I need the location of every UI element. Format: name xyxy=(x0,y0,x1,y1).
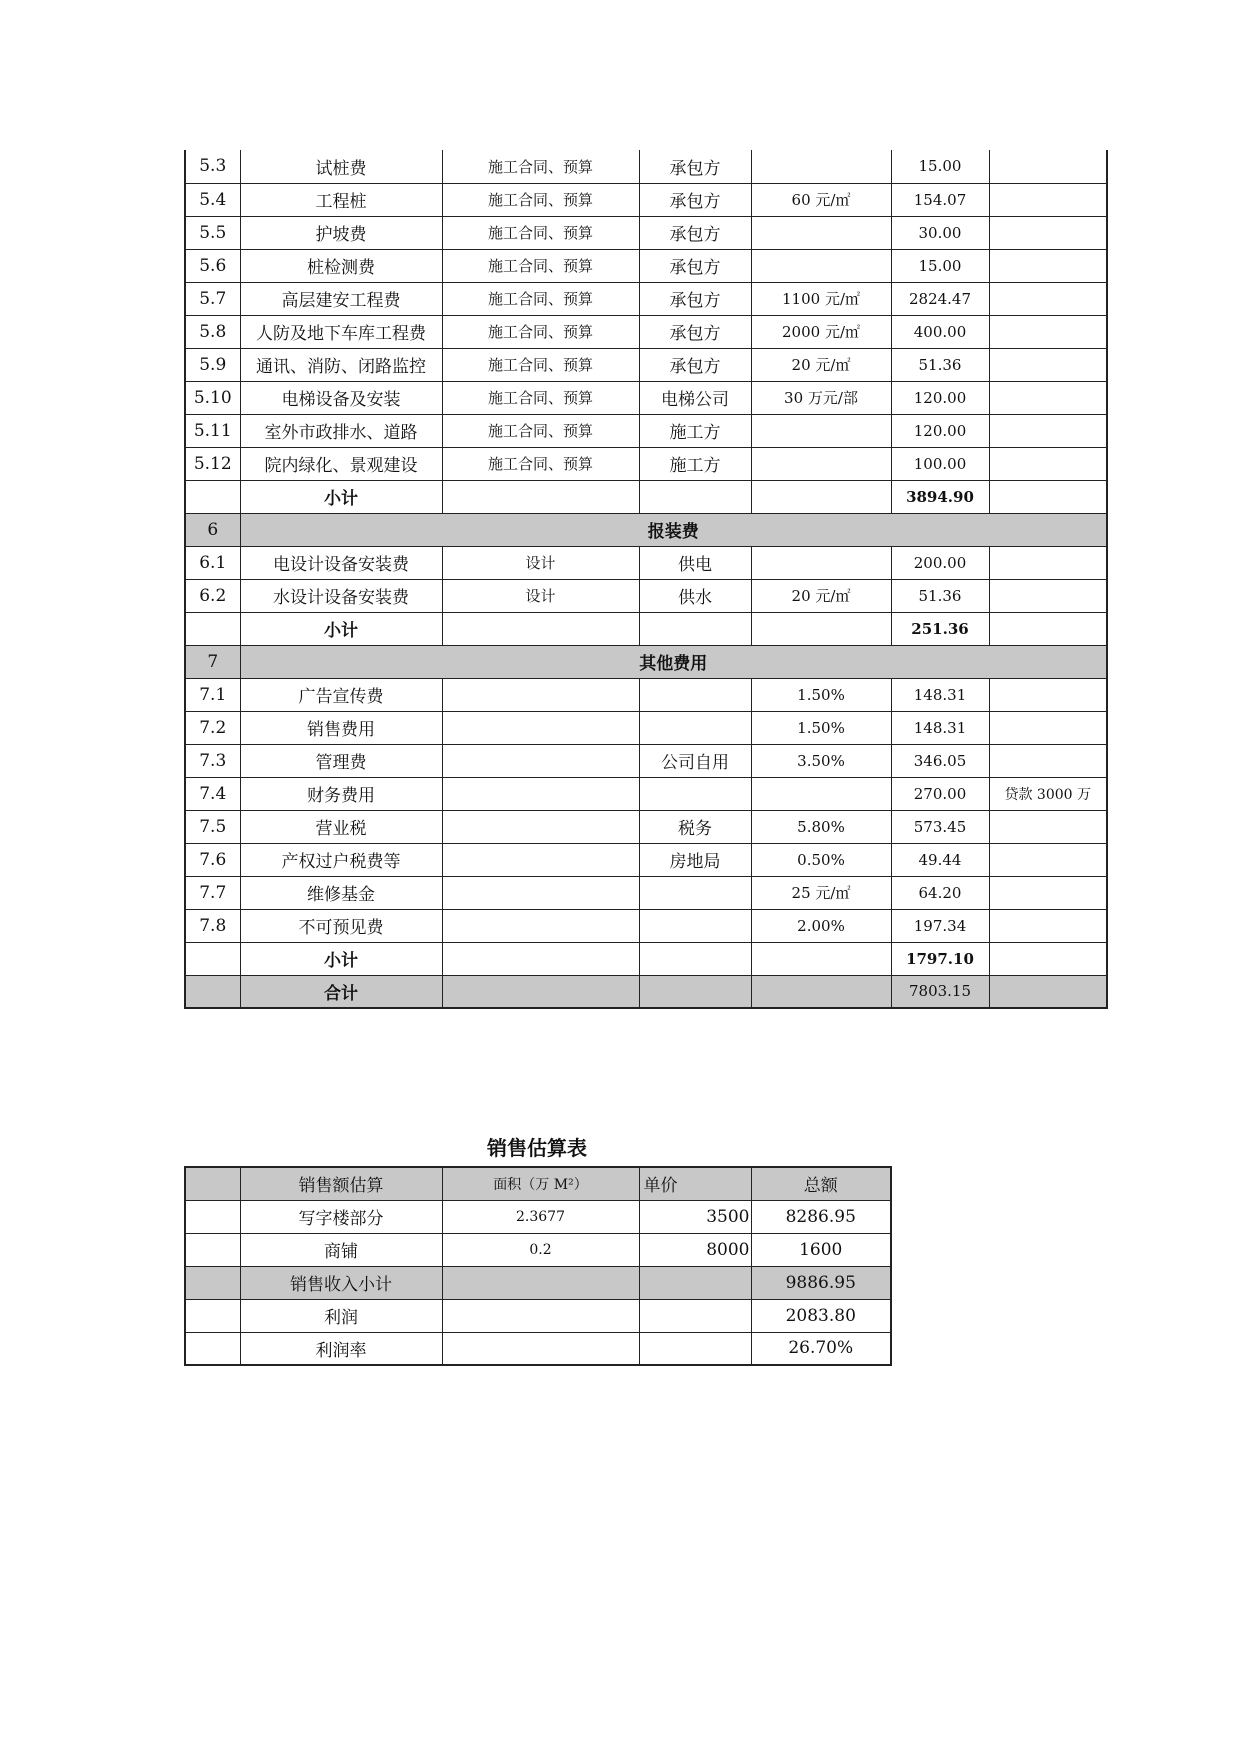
item-amount: 346.05 xyxy=(891,744,989,777)
blank-cell xyxy=(442,1332,639,1365)
item-amount: 2824.47 xyxy=(891,282,989,315)
subtotal-amount: 251.36 xyxy=(891,612,989,645)
item-name: 产权过户税费等 xyxy=(240,843,442,876)
item-name: 管理费 xyxy=(240,744,442,777)
item-amount: 197.34 xyxy=(891,909,989,942)
item-payee: 税务 xyxy=(639,810,751,843)
blank-cell xyxy=(989,612,1107,645)
item-rate xyxy=(751,150,891,183)
subtotal-label: 合计 xyxy=(240,975,442,1008)
profit-margin-total: 26.70% xyxy=(751,1332,891,1365)
blank-cell xyxy=(185,480,240,513)
item-rate: 20 元/㎡ xyxy=(751,348,891,381)
item-payee: 承包方 xyxy=(639,249,751,282)
blank-cell xyxy=(185,1332,240,1365)
profit-row xyxy=(185,1299,891,1332)
sales-item-area: 0.2 xyxy=(442,1233,639,1266)
item-note xyxy=(989,315,1107,348)
blank-cell xyxy=(185,975,240,1008)
subtotal-row xyxy=(185,975,1107,1008)
item-rate: 20 元/㎡ xyxy=(751,579,891,612)
item-note xyxy=(989,414,1107,447)
item-payee: 承包方 xyxy=(639,150,751,183)
item-payee xyxy=(639,909,751,942)
sales-subtotal-row xyxy=(185,1266,891,1299)
item-basis xyxy=(442,678,639,711)
item-name: 桩检测费 xyxy=(240,249,442,282)
cost-row xyxy=(185,150,1107,183)
item-amount: 100.00 xyxy=(891,447,989,480)
row-number: 7.3 xyxy=(185,744,240,777)
row-number: 7.1 xyxy=(185,678,240,711)
cost-row xyxy=(185,744,1107,777)
blank-cell xyxy=(185,612,240,645)
item-basis: 施工合同、预算 xyxy=(442,315,639,348)
item-amount: 64.20 xyxy=(891,876,989,909)
row-number: 5.5 xyxy=(185,216,240,249)
item-name: 院内绿化、景观建设 xyxy=(240,447,442,480)
profit-margin-label: 利润率 xyxy=(240,1332,442,1365)
sales-row xyxy=(185,1200,891,1233)
row-number: 5.12 xyxy=(185,447,240,480)
item-rate: 2.00% xyxy=(751,909,891,942)
sales-table-title: 销售估算表 xyxy=(487,1136,587,1160)
row-number: 7.8 xyxy=(185,909,240,942)
item-payee: 房地局 xyxy=(639,843,751,876)
item-rate: 2000 元/㎡ xyxy=(751,315,891,348)
item-rate: 0.50% xyxy=(751,843,891,876)
sales-row xyxy=(185,1233,891,1266)
sales-item-name: 写字楼部分 xyxy=(240,1200,442,1233)
blank-cell xyxy=(185,1266,240,1299)
subtotal-row xyxy=(185,942,1107,975)
item-amount: 200.00 xyxy=(891,546,989,579)
subtotal-label: 小计 xyxy=(240,480,442,513)
item-amount: 573.45 xyxy=(891,810,989,843)
item-name: 工程桩 xyxy=(240,183,442,216)
blank-cell xyxy=(639,1332,751,1365)
item-name: 通讯、消防、闭路监控 xyxy=(240,348,442,381)
row-number: 6.2 xyxy=(185,579,240,612)
cost-row xyxy=(185,678,1107,711)
item-name: 试桩费 xyxy=(240,150,442,183)
item-basis: 施工合同、预算 xyxy=(442,183,639,216)
cost-row xyxy=(185,843,1107,876)
blank-cell xyxy=(442,975,639,1008)
subtotal-row xyxy=(185,612,1107,645)
item-note xyxy=(989,876,1107,909)
item-rate: 1.50% xyxy=(751,678,891,711)
item-basis: 施工合同、预算 xyxy=(442,414,639,447)
item-note: 贷款 3000 万 xyxy=(989,777,1107,810)
row-number: 5.9 xyxy=(185,348,240,381)
row-number: 5.6 xyxy=(185,249,240,282)
item-amount: 15.00 xyxy=(891,150,989,183)
row-number: 5.8 xyxy=(185,315,240,348)
blank-cell xyxy=(442,942,639,975)
profit-total: 2083.80 xyxy=(751,1299,891,1332)
row-number: 5.10 xyxy=(185,381,240,414)
sales-subtotal-label: 销售收入小计 xyxy=(240,1266,442,1299)
row-number: 5.3 xyxy=(185,150,240,183)
blank-cell xyxy=(989,942,1107,975)
sales-header-row xyxy=(185,1167,891,1200)
item-name: 营业税 xyxy=(240,810,442,843)
blank-cell xyxy=(639,1266,751,1299)
row-number: 7.5 xyxy=(185,810,240,843)
blank-cell xyxy=(751,942,891,975)
item-payee xyxy=(639,711,751,744)
blank-cell xyxy=(185,942,240,975)
item-amount: 120.00 xyxy=(891,414,989,447)
item-name: 室外市政排水、道路 xyxy=(240,414,442,447)
row-number: 7.7 xyxy=(185,876,240,909)
blank-cell xyxy=(751,612,891,645)
section-header-row xyxy=(185,513,1107,546)
item-amount: 51.36 xyxy=(891,348,989,381)
item-payee: 供水 xyxy=(639,579,751,612)
item-rate: 30 万元/部 xyxy=(751,381,891,414)
item-name: 不可预见费 xyxy=(240,909,442,942)
item-payee: 承包方 xyxy=(639,183,751,216)
section-number: 7 xyxy=(185,645,240,678)
item-rate: 5.80% xyxy=(751,810,891,843)
item-note xyxy=(989,579,1107,612)
cost-row xyxy=(185,183,1107,216)
subtotal-label: 小计 xyxy=(240,942,442,975)
row-number: 7.2 xyxy=(185,711,240,744)
item-basis: 施工合同、预算 xyxy=(442,381,639,414)
blank-cell xyxy=(442,612,639,645)
cost-row xyxy=(185,216,1107,249)
item-note xyxy=(989,381,1107,414)
item-amount: 148.31 xyxy=(891,678,989,711)
cost-estimate-table xyxy=(184,150,1108,1009)
item-note xyxy=(989,183,1107,216)
blank-cell xyxy=(639,975,751,1008)
item-amount: 51.36 xyxy=(891,579,989,612)
item-rate: 3.50% xyxy=(751,744,891,777)
cost-row xyxy=(185,348,1107,381)
item-rate: 25 元/㎡ xyxy=(751,876,891,909)
cost-row xyxy=(185,810,1107,843)
item-name: 电设计设备安装费 xyxy=(240,546,442,579)
cost-row xyxy=(185,579,1107,612)
item-basis: 设计 xyxy=(442,546,639,579)
item-name: 财务费用 xyxy=(240,777,442,810)
item-payee xyxy=(639,678,751,711)
item-note xyxy=(989,678,1107,711)
sales-item-total: 8286.95 xyxy=(751,1200,891,1233)
item-amount: 148.31 xyxy=(891,711,989,744)
item-basis xyxy=(442,810,639,843)
item-basis: 施工合同、预算 xyxy=(442,348,639,381)
subtotal-label: 小计 xyxy=(240,612,442,645)
item-name: 人防及地下车库工程费 xyxy=(240,315,442,348)
item-note xyxy=(989,909,1107,942)
item-name: 销售费用 xyxy=(240,711,442,744)
item-amount: 49.44 xyxy=(891,843,989,876)
item-note xyxy=(989,447,1107,480)
row-number: 5.11 xyxy=(185,414,240,447)
cost-table-body xyxy=(185,150,1107,1008)
item-basis: 施工合同、预算 xyxy=(442,150,639,183)
section-number: 6 xyxy=(185,513,240,546)
item-note xyxy=(989,711,1107,744)
sales-item-price: 3500 xyxy=(639,1200,751,1233)
blank-cell xyxy=(185,1200,240,1233)
item-note xyxy=(989,150,1107,183)
section-title: 报装费 xyxy=(240,513,1107,546)
item-basis xyxy=(442,711,639,744)
blank-cell xyxy=(442,1266,639,1299)
item-note xyxy=(989,843,1107,876)
header-price: 单价 xyxy=(639,1167,751,1200)
subtotal-amount: 3894.90 xyxy=(891,480,989,513)
cost-row xyxy=(185,711,1107,744)
sales-item-total: 1600 xyxy=(751,1233,891,1266)
item-name: 水设计设备安装费 xyxy=(240,579,442,612)
item-rate xyxy=(751,546,891,579)
blank-cell xyxy=(989,480,1107,513)
item-note xyxy=(989,282,1107,315)
item-rate xyxy=(751,414,891,447)
item-name: 广告宣传费 xyxy=(240,678,442,711)
cost-row xyxy=(185,546,1107,579)
item-note xyxy=(989,546,1107,579)
blank-cell xyxy=(185,1233,240,1266)
item-basis xyxy=(442,909,639,942)
item-rate xyxy=(751,249,891,282)
item-basis: 施工合同、预算 xyxy=(442,447,639,480)
item-rate: 1.50% xyxy=(751,711,891,744)
sales-item-name: 商铺 xyxy=(240,1233,442,1266)
item-basis: 施工合同、预算 xyxy=(442,216,639,249)
blank-cell xyxy=(751,480,891,513)
blank-cell xyxy=(751,975,891,1008)
cost-row xyxy=(185,777,1107,810)
item-basis xyxy=(442,744,639,777)
profit-margin-row xyxy=(185,1332,891,1365)
header-area: 面积（万 M²） xyxy=(442,1167,639,1200)
section-title: 其他费用 xyxy=(240,645,1107,678)
sales-estimate-table xyxy=(184,1166,892,1366)
blank-cell xyxy=(639,480,751,513)
section-header-row xyxy=(185,645,1107,678)
item-basis: 设计 xyxy=(442,579,639,612)
blank-cell xyxy=(639,1299,751,1332)
item-payee: 承包方 xyxy=(639,282,751,315)
blank-cell xyxy=(442,480,639,513)
cost-row xyxy=(185,909,1107,942)
cost-row xyxy=(185,282,1107,315)
subtotal-amount: 1797.10 xyxy=(891,942,989,975)
item-payee: 承包方 xyxy=(639,348,751,381)
item-payee: 施工方 xyxy=(639,414,751,447)
item-payee xyxy=(639,777,751,810)
item-amount: 120.00 xyxy=(891,381,989,414)
subtotal-amount: 7803.15 xyxy=(891,975,989,1008)
item-amount: 400.00 xyxy=(891,315,989,348)
item-note xyxy=(989,348,1107,381)
blank-cell xyxy=(639,612,751,645)
item-rate: 1100 元/㎡ xyxy=(751,282,891,315)
item-rate xyxy=(751,216,891,249)
sales-subtotal-total: 9886.95 xyxy=(751,1266,891,1299)
cost-row xyxy=(185,249,1107,282)
blank-cell xyxy=(442,1299,639,1332)
row-number: 6.1 xyxy=(185,546,240,579)
item-payee: 供电 xyxy=(639,546,751,579)
cost-row xyxy=(185,414,1107,447)
sales-item-area: 2.3677 xyxy=(442,1200,639,1233)
header-name: 销售额估算 xyxy=(240,1167,442,1200)
subtotal-row xyxy=(185,480,1107,513)
item-payee: 承包方 xyxy=(639,216,751,249)
item-payee xyxy=(639,876,751,909)
item-basis: 施工合同、预算 xyxy=(442,282,639,315)
header-blank-cell xyxy=(185,1167,240,1200)
item-amount: 154.07 xyxy=(891,183,989,216)
sales-item-price: 8000 xyxy=(639,1233,751,1266)
item-rate: 60 元/㎡ xyxy=(751,183,891,216)
item-name: 维修基金 xyxy=(240,876,442,909)
item-rate xyxy=(751,447,891,480)
item-note xyxy=(989,216,1107,249)
item-basis xyxy=(442,876,639,909)
row-number: 5.4 xyxy=(185,183,240,216)
item-payee: 公司自用 xyxy=(639,744,751,777)
item-payee: 施工方 xyxy=(639,447,751,480)
cost-row xyxy=(185,876,1107,909)
item-note xyxy=(989,249,1107,282)
header-total: 总额 xyxy=(751,1167,891,1200)
item-basis xyxy=(442,777,639,810)
item-amount: 15.00 xyxy=(891,249,989,282)
blank-cell xyxy=(185,1299,240,1332)
blank-cell xyxy=(639,942,751,975)
row-number: 7.4 xyxy=(185,777,240,810)
cost-row xyxy=(185,447,1107,480)
item-amount: 270.00 xyxy=(891,777,989,810)
cost-row xyxy=(185,381,1107,414)
row-number: 5.7 xyxy=(185,282,240,315)
item-basis xyxy=(442,843,639,876)
item-amount: 30.00 xyxy=(891,216,989,249)
profit-label: 利润 xyxy=(240,1299,442,1332)
item-name: 高层建安工程费 xyxy=(240,282,442,315)
row-number: 7.6 xyxy=(185,843,240,876)
item-rate xyxy=(751,777,891,810)
item-name: 电梯设备及安装 xyxy=(240,381,442,414)
cost-row xyxy=(185,315,1107,348)
item-note xyxy=(989,810,1107,843)
item-basis: 施工合同、预算 xyxy=(442,249,639,282)
item-payee: 承包方 xyxy=(639,315,751,348)
item-name: 护坡费 xyxy=(240,216,442,249)
blank-cell xyxy=(989,975,1107,1008)
item-note xyxy=(989,744,1107,777)
item-payee: 电梯公司 xyxy=(639,381,751,414)
